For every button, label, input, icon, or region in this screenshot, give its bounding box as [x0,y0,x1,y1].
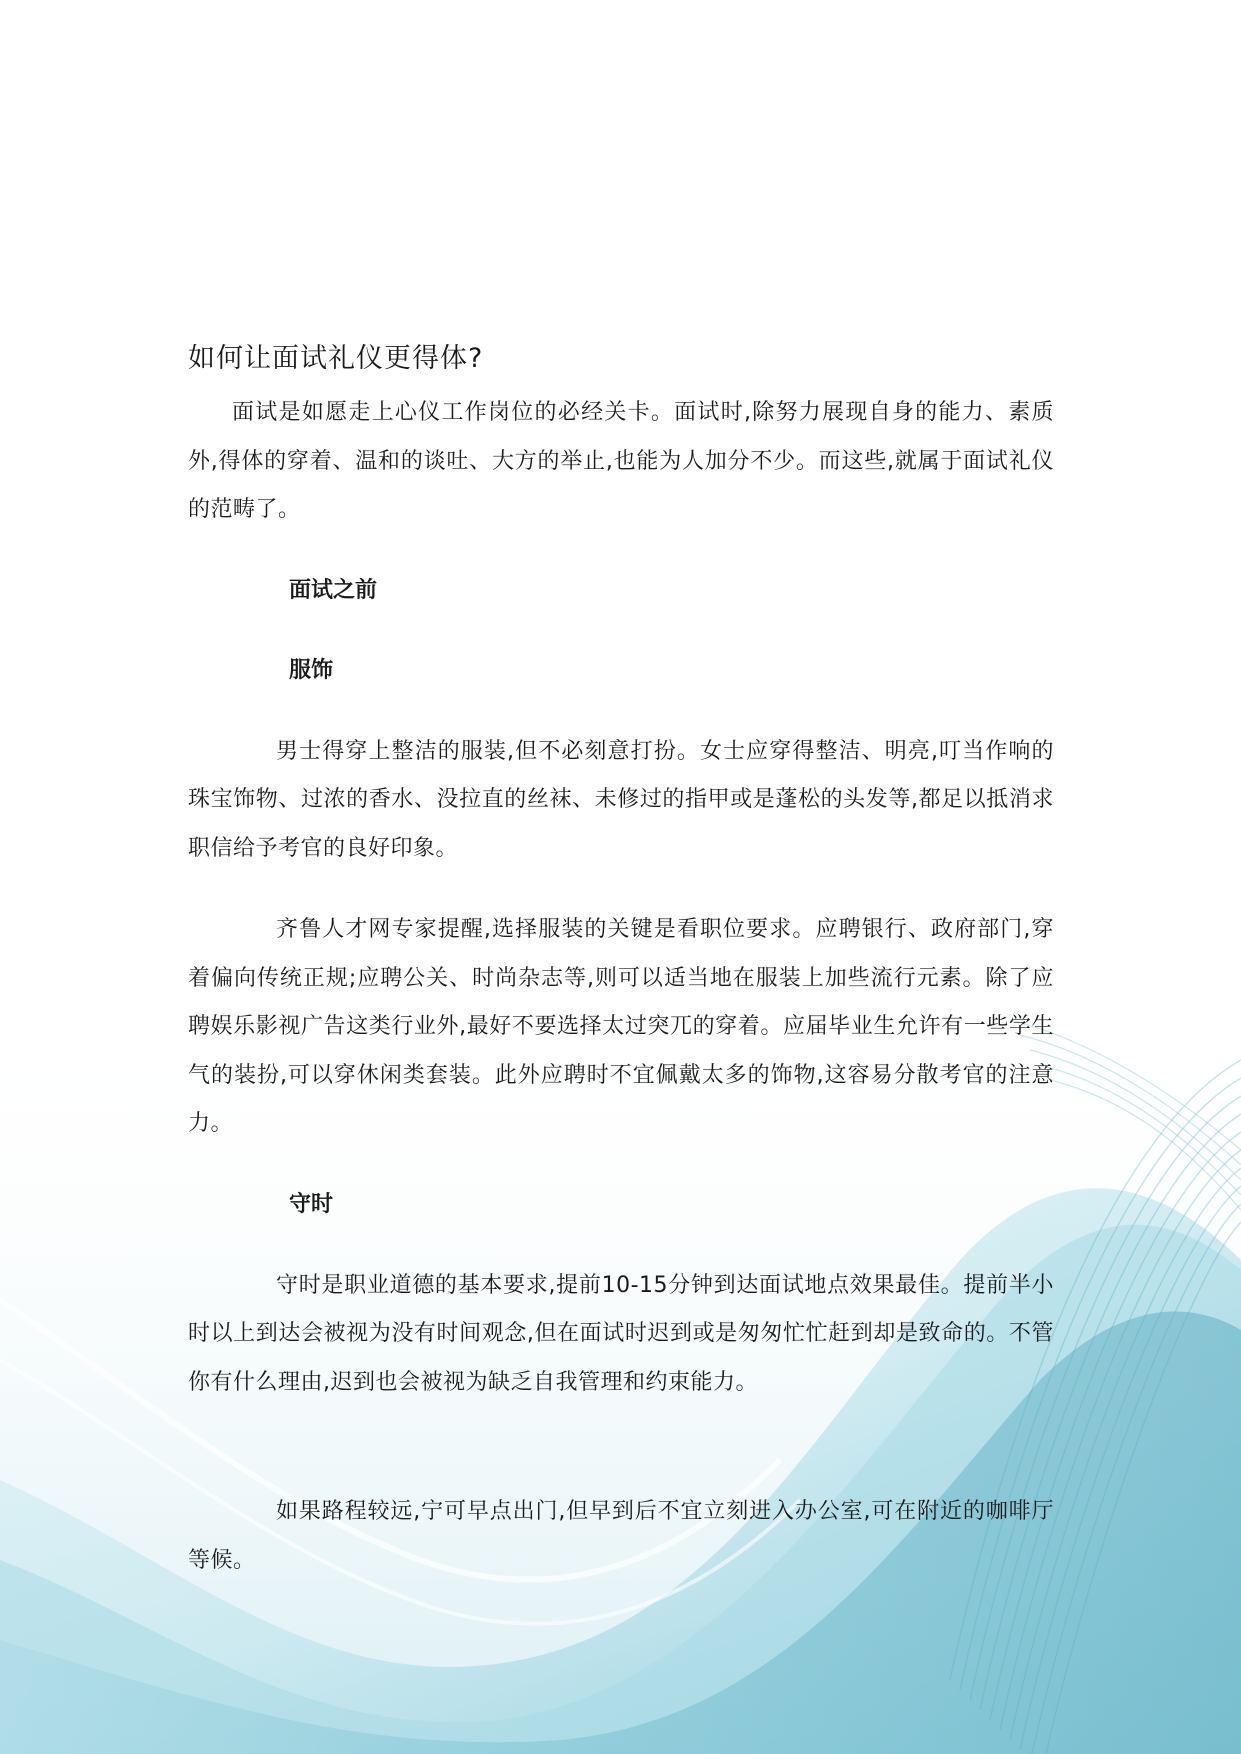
intro-paragraph: 面试是如愿走上心仪工作岗位的必经关卡。面试时,除努力展现自身的能力、素质外,得体的穿着、温和的谈吐、大方的举止,也能为人加分不少。而这些,就属于面试礼仪的范畴了。 [188,400,1054,522]
document-title: 如何让面试礼仪更得体? [188,343,484,374]
clothing-paragraph-1: 男士得穿上整洁的服装,但不必刻意打扮。女士应穿得整洁、明亮,叮当作响的珠宝饰物、过浓的香水、没拉直的丝袜、未修过的指甲或是蓬松的头发等,都足以抵消求职信给予考官的良好印象。 [188,738,1054,861]
punctuality-paragraph-2: 如果路程较远,宁可早点出门,但早到后不宜立刻进入办公室,可在附近的咖啡厅等候。 [188,1499,1054,1573]
section-heading-before-interview: 面试之前 [289,577,378,603]
subheading-punctuality: 守时 [289,1191,334,1217]
subheading-clothing: 服饰 [289,657,334,683]
clothing-paragraph-2: 齐鲁人才网专家提醒,选择服装的关键是看职位要求。应聘银行、政府部门,穿着偏向传统正规;应聘公关、时尚杂志等,则可以适当地在服装上加些流行元素。除了应聘娱乐影视广告这类行业外,最好不要选择太过突兀的穿着。应届毕业生允许有一些学生气的装扮,可以穿休闲类套装。此外应聘时不宜佩戴太多的饰物,这容易分散考官的注意力。 [188,917,1054,1136]
punctuality-paragraph-1: 守时是职业道德的基本要求,提前10-15分钟到达面试地点效果最佳。提前半小时以上到达会被视为没有时间观念,但在面试时迟到或是匆匆忙忙赶到却是致命的。不管你有什么理由,迟到也会被视为缺乏自我管理和约束能力。 [188,1272,1054,1395]
document-body [188,335,1054,1585]
